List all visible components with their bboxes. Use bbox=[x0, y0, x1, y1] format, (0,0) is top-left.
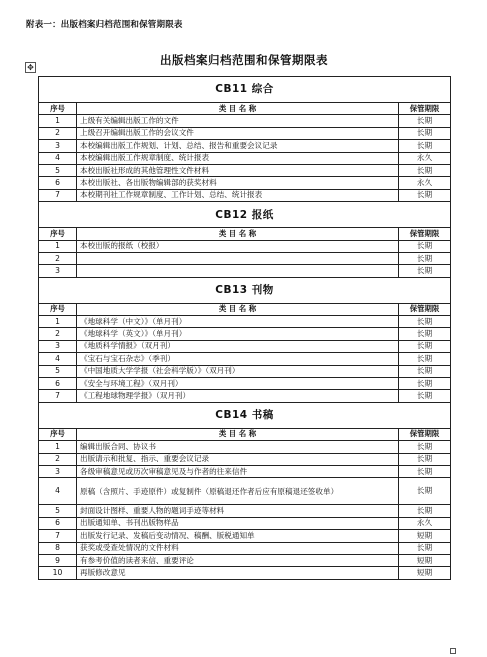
table-row bbox=[39, 152, 451, 164]
header-period: 保管期限 bbox=[399, 228, 451, 240]
retention-period: 长期 bbox=[399, 140, 451, 152]
column-header-row bbox=[39, 228, 451, 240]
table-row bbox=[39, 252, 451, 264]
category-name: 获奖或受查处情况的文件材料 bbox=[77, 542, 399, 554]
category-name: 《安全与环境工程》（双月刊） bbox=[77, 378, 399, 390]
table-row bbox=[39, 127, 451, 139]
section-title: CB11 综合 bbox=[39, 77, 451, 103]
retention-period: 短期 bbox=[399, 554, 451, 566]
retention-period: 长期 bbox=[399, 378, 451, 390]
retention-period: 长期 bbox=[399, 465, 451, 477]
header-period: 保管期限 bbox=[399, 303, 451, 315]
row-number: 8 bbox=[39, 542, 77, 554]
category-name: 出版通知单、书刊出版物样品 bbox=[77, 517, 399, 529]
header-item: 类 目 名 称 bbox=[77, 303, 399, 315]
header-num: 序号 bbox=[39, 103, 77, 115]
retention-period: 长期 bbox=[399, 164, 451, 176]
section-header-row bbox=[39, 277, 451, 303]
section-title: CB14 书稿 bbox=[39, 402, 451, 428]
row-number: 6 bbox=[39, 378, 77, 390]
category-name: 各级审稿意见或历次审稿意见及与作者的往来信件 bbox=[77, 465, 399, 477]
row-number: 4 bbox=[39, 353, 77, 365]
retention-period: 长期 bbox=[399, 240, 451, 252]
category-name: 再版修改意见 bbox=[77, 567, 399, 579]
header-item: 类 目 名 称 bbox=[77, 428, 399, 440]
header-num: 序号 bbox=[39, 303, 77, 315]
retention-period: 长期 bbox=[399, 478, 451, 505]
category-name: 《地质科学情报》（双月刊） bbox=[77, 340, 399, 352]
header-item: 类 目 名 称 bbox=[77, 228, 399, 240]
retention-period: 长期 bbox=[399, 265, 451, 277]
table-row bbox=[39, 567, 451, 579]
table-row bbox=[39, 441, 451, 453]
row-number: 7 bbox=[39, 530, 77, 542]
retention-period: 长期 bbox=[399, 353, 451, 365]
table-row bbox=[39, 453, 451, 465]
table-row bbox=[39, 140, 451, 152]
table-row bbox=[39, 542, 451, 554]
retention-period: 永久 bbox=[399, 152, 451, 164]
category-name bbox=[77, 252, 399, 264]
retention-period: 永久 bbox=[399, 177, 451, 189]
category-name bbox=[77, 265, 399, 277]
table-row bbox=[39, 390, 451, 402]
retention-period: 永久 bbox=[399, 517, 451, 529]
retention-period: 长期 bbox=[399, 328, 451, 340]
table-row bbox=[39, 340, 451, 352]
row-number: 5 bbox=[39, 164, 77, 176]
header-item: 类 目 名 称 bbox=[77, 103, 399, 115]
category-name: 有参考价值的读者来信、重要评论 bbox=[77, 554, 399, 566]
column-header-row bbox=[39, 103, 451, 115]
header-num: 序号 bbox=[39, 228, 77, 240]
header-period: 保管期限 bbox=[399, 428, 451, 440]
appendix-label: 附表一：出版档案归档范围和保管期限表 bbox=[26, 20, 183, 30]
table-row bbox=[39, 240, 451, 252]
column-header-row bbox=[39, 428, 451, 440]
row-number: 4 bbox=[39, 478, 77, 505]
header-period: 保管期限 bbox=[399, 103, 451, 115]
section-header-row bbox=[39, 77, 451, 103]
row-number: 9 bbox=[39, 554, 77, 566]
category-name: 《宝石与宝石杂志》（季刊） bbox=[77, 353, 399, 365]
category-name: 《工程地球物理学报》（双月刊） bbox=[77, 390, 399, 402]
section-title: CB13 刊物 bbox=[39, 277, 451, 303]
table-row bbox=[39, 478, 451, 505]
category-name: 本校出版的报纸（校报） bbox=[77, 240, 399, 252]
section-header-row bbox=[39, 202, 451, 228]
retention-period: 长期 bbox=[399, 316, 451, 328]
retention-period: 长期 bbox=[399, 390, 451, 402]
retention-period: 长期 bbox=[399, 115, 451, 127]
row-number: 2 bbox=[39, 252, 77, 264]
row-number: 4 bbox=[39, 152, 77, 164]
category-name: 上级有关编辑出版工作的文件 bbox=[77, 115, 399, 127]
category-name: 出版发行记录、发稿后变动情况、稿酬、版税通知单 bbox=[77, 530, 399, 542]
document-title: 出版档案归档范围和保管期限表 bbox=[160, 53, 328, 67]
table-row bbox=[39, 265, 451, 277]
row-number: 1 bbox=[39, 441, 77, 453]
retention-period: 长期 bbox=[399, 453, 451, 465]
category-name: 本校编辑出版工作规章制度、统计报表 bbox=[77, 152, 399, 164]
category-name: 上级召开编辑出版工作的会议文件 bbox=[77, 127, 399, 139]
category-name: 出版请示和批复、指示、重要会议记录 bbox=[77, 453, 399, 465]
table-row bbox=[39, 365, 451, 377]
retention-table bbox=[38, 76, 451, 580]
retention-period: 短期 bbox=[399, 567, 451, 579]
category-name: 本校期刊社工作规章制度、工作计划、总结、统计报表 bbox=[77, 189, 399, 201]
row-number: 7 bbox=[39, 390, 77, 402]
table-resize-handle-icon[interactable] bbox=[450, 648, 456, 654]
row-number: 3 bbox=[39, 465, 77, 477]
retention-period: 短期 bbox=[399, 530, 451, 542]
retention-period: 长期 bbox=[399, 505, 451, 517]
retention-period: 长期 bbox=[399, 441, 451, 453]
category-name: 本校出版社形成的其他管理性文件材料 bbox=[77, 164, 399, 176]
row-number: 2 bbox=[39, 453, 77, 465]
table-row bbox=[39, 465, 451, 477]
category-name: 《地球科学（英文）》（单月刊） bbox=[77, 328, 399, 340]
table-row bbox=[39, 328, 451, 340]
header-num: 序号 bbox=[39, 428, 77, 440]
row-number: 1 bbox=[39, 240, 77, 252]
row-number: 5 bbox=[39, 505, 77, 517]
retention-period: 长期 bbox=[399, 189, 451, 201]
section-title: CB12 报纸 bbox=[39, 202, 451, 228]
table-row bbox=[39, 316, 451, 328]
section-header-row bbox=[39, 402, 451, 428]
row-number: 6 bbox=[39, 517, 77, 529]
row-number: 1 bbox=[39, 115, 77, 127]
table-row bbox=[39, 505, 451, 517]
row-number: 2 bbox=[39, 328, 77, 340]
retention-period: 长期 bbox=[399, 127, 451, 139]
retention-period: 长期 bbox=[399, 365, 451, 377]
table-row bbox=[39, 177, 451, 189]
category-name: 原稿（含照片、手迹原件）或复制件（原稿退还作者后应有原稿退还签收单） bbox=[77, 478, 399, 505]
table-row bbox=[39, 115, 451, 127]
category-name: 封面设计图样、重要人物的题词手迹等材料 bbox=[77, 505, 399, 517]
row-number: 6 bbox=[39, 177, 77, 189]
category-name: 《地球科学（中文）》（单月刊） bbox=[77, 316, 399, 328]
table-row bbox=[39, 164, 451, 176]
table-row bbox=[39, 353, 451, 365]
category-name: 本校出版社、各出版物编辑部的获奖材料 bbox=[77, 177, 399, 189]
retention-period: 长期 bbox=[399, 252, 451, 264]
retention-period: 长期 bbox=[399, 542, 451, 554]
row-number: 1 bbox=[39, 316, 77, 328]
table-row bbox=[39, 554, 451, 566]
row-number: 10 bbox=[39, 567, 77, 579]
category-name: 《中国地质大学学报（社会科学版）》（双月刊） bbox=[77, 365, 399, 377]
column-header-row bbox=[39, 303, 451, 315]
table-row bbox=[39, 189, 451, 201]
table-move-handle-icon[interactable]: ✥ bbox=[25, 62, 36, 73]
row-number: 3 bbox=[39, 340, 77, 352]
table-row bbox=[39, 378, 451, 390]
row-number: 3 bbox=[39, 265, 77, 277]
table-row bbox=[39, 530, 451, 542]
row-number: 7 bbox=[39, 189, 77, 201]
category-name: 编辑出版合同、协议书 bbox=[77, 441, 399, 453]
retention-period: 长期 bbox=[399, 340, 451, 352]
row-number: 2 bbox=[39, 127, 77, 139]
category-name: 本校编辑出版工作规划、计划、总结、报告和重要会议记录 bbox=[77, 140, 399, 152]
row-number: 5 bbox=[39, 365, 77, 377]
table-row bbox=[39, 517, 451, 529]
row-number: 3 bbox=[39, 140, 77, 152]
